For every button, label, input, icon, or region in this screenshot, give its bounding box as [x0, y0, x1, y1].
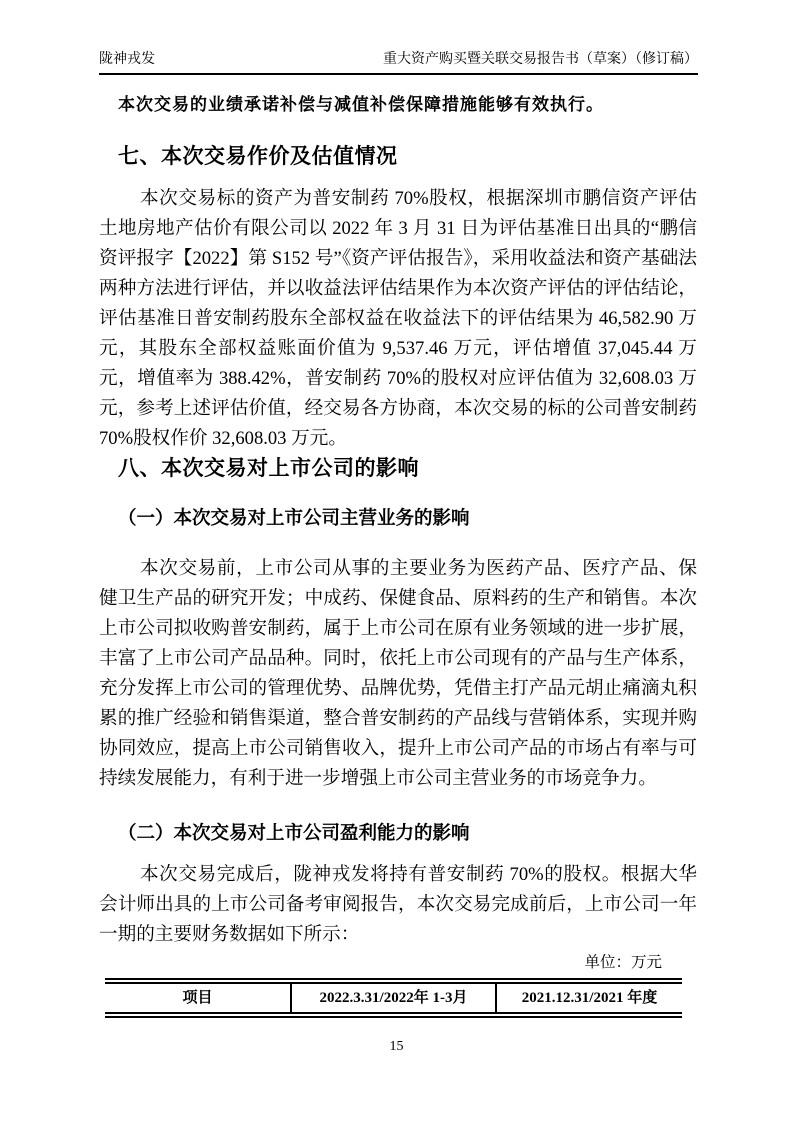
section-7-paragraph: 本次交易标的资产为普安制药 70%股权，根据深圳市鹏信资产评估土地房地产估价有限公司以 2022 年 3 月 31 日为评估基准日出具的“鹏信资评报字【2022】第 S152 号”《资产评估报告》，采用收益法和资产基础法两种方法进行评估，并以收益法评估结果作为本次资产评估的评估结论，评估基准日普安制药股东全部权益在收益法下的评估结果为 46,582.90 万元，其股东全部权益账面价值为 9,537.46 万元，评估增值 37,045.44 万元，增值率为 388.42%，普安制药 70%的股权对应评估值为 32,608.03 万元，参考上述评估价值，经交易各方协商，本次交易的标的公司普安制药 70%股权作价 32,608.03 万元。: [99, 188, 697, 449]
section-8-heading: 八、本次交易对上市公司的影响: [118, 457, 419, 480]
lead-statement: 本次交易的业绩承诺补偿与减值补偿保障措施能够有效执行。: [118, 95, 604, 114]
table-header-2021-period: 2021.12.31/2021 年度: [521, 990, 658, 1006]
financial-table: [105, 978, 682, 1018]
table-unit-label: 单位：万元: [584, 954, 662, 971]
section-8-sub1-heading: （一）本次交易对上市公司主营业务的影响: [118, 507, 470, 528]
table-header-item: 项目: [182, 990, 213, 1006]
page-number: 15: [389, 1039, 404, 1054]
section-8-sub2-paragraph: 本次交易完成后，陇神戎发将持有普安制药 70%的股权。根据大华会计师出具的上市公司备考审阅报告，本次交易完成前后，上市公司一年一期的主要财务数据如下所示：: [99, 864, 697, 945]
section-8-sub2-heading: （二）本次交易对上市公司盈利能力的影响: [118, 822, 470, 843]
section-8-sub1-paragraph: 本次交易前，上市公司从事的主要业务为医药产品、医疗产品、保健卫生产品的研究开发；中成药、保健食品、原料药的生产和销售。本次上市公司拟收购普安制药，属于上市公司在原有业务领域的进一步扩展，丰富了上市公司产品品种。同时，依托上市公司现有的产品与生产体系，充分发挥上市公司的管理优势、品牌优势，凭借主打产品元胡止痛滴丸积累的推广经验和销售渠道，整合普安制药的产品线与营销体系，实现并购协同效应，提高上市公司销售收入，提升上市公司产品的市场占有率与可持续发展能力，有利于进一步增强上市公司主营业务的市场竞争力。: [99, 558, 697, 789]
section-7-heading: 七、本次交易作价及估值情况: [118, 145, 398, 168]
page-header: [99, 51, 698, 75]
table-header-2022-period: 2022.3.31/2022年 1-3月: [290, 984, 497, 1012]
header-company-name: 陇神戎发: [99, 52, 155, 67]
header-report-title: 重大资产购买暨关联交易报告书（草案）（修订稿）: [383, 52, 698, 67]
